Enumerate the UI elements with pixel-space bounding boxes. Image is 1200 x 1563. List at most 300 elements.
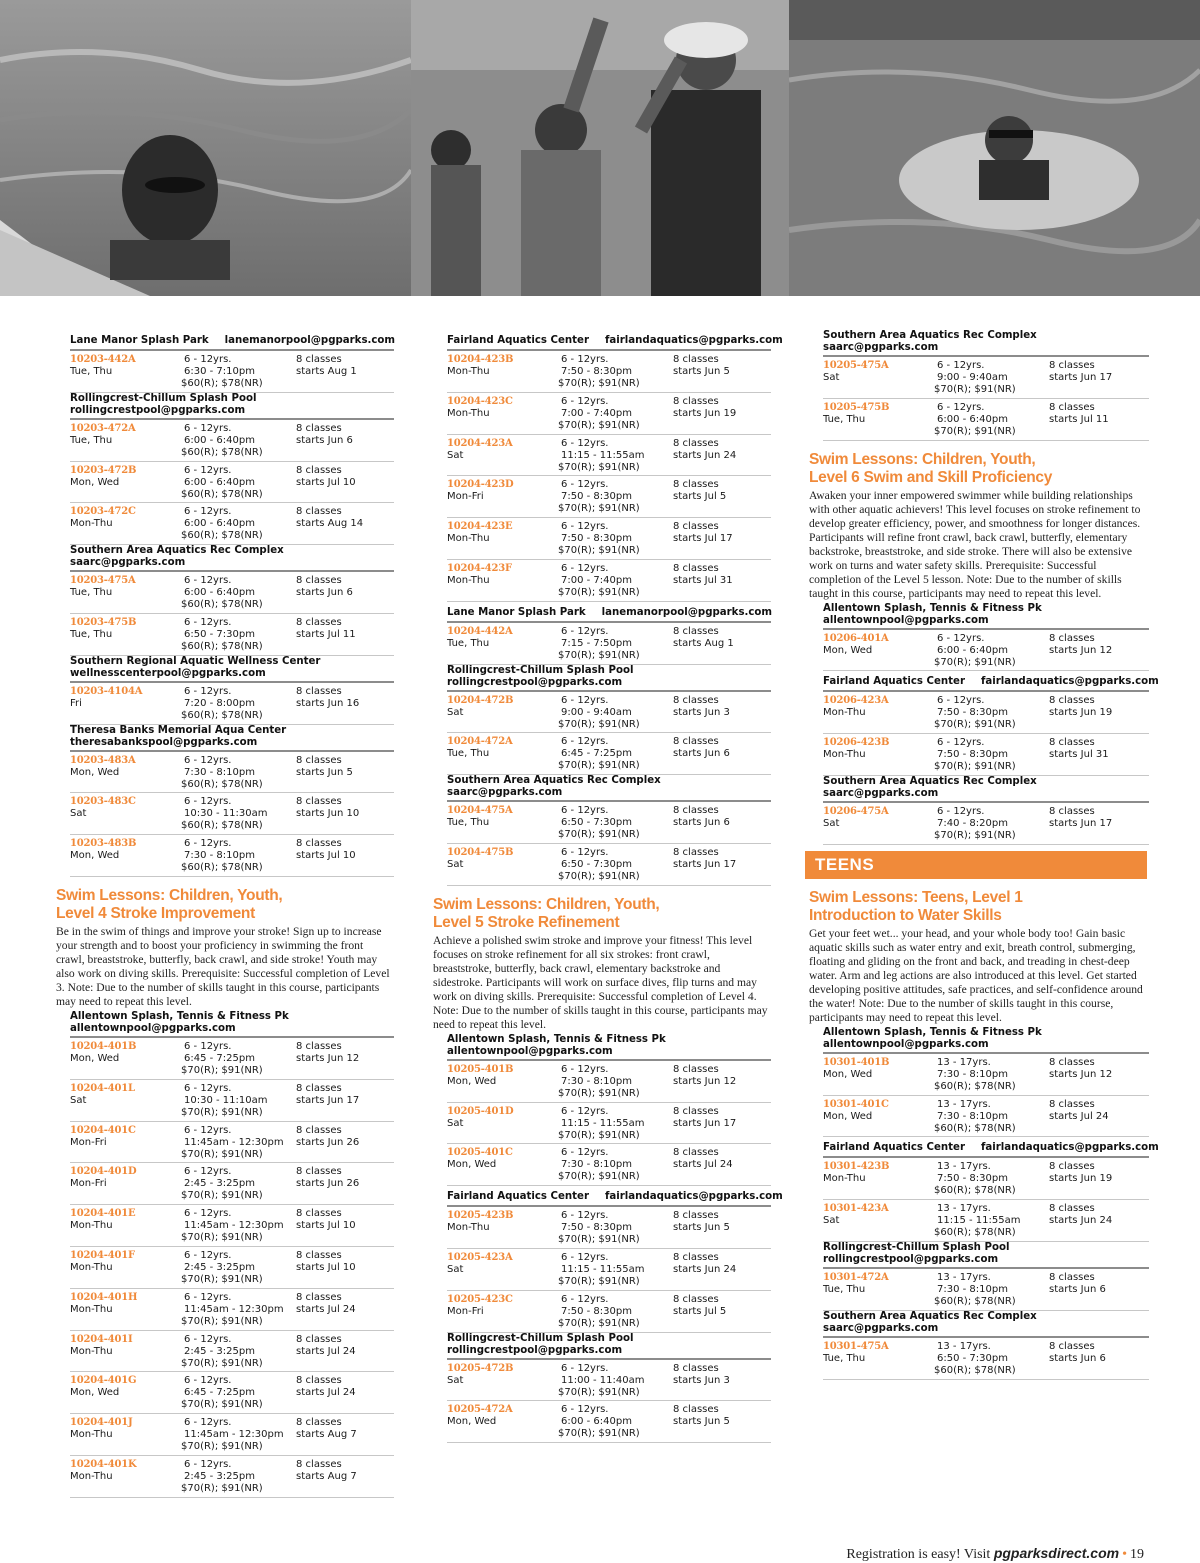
class-price: $70(R); $91(NR) — [558, 461, 640, 473]
location-header — [447, 665, 771, 692]
location-email[interactable]: saarc@pgparks.com — [447, 787, 563, 799]
age-range: 13 - 17yrs. — [937, 1056, 991, 1068]
location-header — [447, 602, 771, 623]
location-header — [823, 330, 1149, 357]
location-name: Rollingcrest-Chillum Splash Pool — [447, 664, 634, 676]
class-price: $60(R); $78(NR) — [934, 1122, 1016, 1134]
course-code[interactable]: 10206-401A — [823, 632, 889, 644]
class-count: 8 classes — [296, 506, 342, 518]
location-email[interactable]: fairlandaquatics@pgparks.com — [604, 1191, 783, 1203]
course-code[interactable]: 10204-442A — [447, 625, 513, 637]
class-listing — [823, 630, 1149, 672]
location-name: Rollingcrest-Chillum Splash Pool — [70, 392, 257, 404]
location-email[interactable]: allentownpool@pgparks.com — [70, 1022, 236, 1034]
course-code[interactable]: 10203-483C — [70, 796, 136, 808]
course-code[interactable]: 10301-472A — [823, 1271, 889, 1283]
location-name: Rollingcrest-Chillum Splash Pool — [823, 1241, 1010, 1253]
class-days: Mon, Wed — [823, 644, 873, 656]
class-listing — [70, 1456, 394, 1498]
course-code[interactable]: 10204-401H — [70, 1291, 138, 1303]
section-title-line-1: Swim Lessons: Children, Youth, — [433, 895, 660, 913]
class-time: 7:15 - 7:50pm — [561, 637, 632, 649]
course-code[interactable]: 10301-475A — [823, 1340, 889, 1352]
class-time: 6:50 - 7:30pm — [937, 1352, 1008, 1364]
course-code[interactable]: 10203-4104A — [70, 685, 143, 697]
class-time: 2:45 - 3:25pm — [184, 1178, 255, 1190]
course-code[interactable]: 10301-423B — [823, 1161, 890, 1173]
class-count: 8 classes — [673, 521, 719, 533]
class-listing — [447, 1291, 771, 1333]
start-date: starts Jun 6 — [1049, 1352, 1106, 1364]
class-listing — [70, 1247, 394, 1289]
location-header — [447, 330, 783, 351]
class-days: Mon-Thu — [447, 1222, 490, 1234]
class-days: Sat — [70, 1094, 87, 1106]
class-count: 8 classes — [1049, 1161, 1095, 1173]
course-code[interactable]: 10203-472A — [70, 422, 136, 434]
location-name: Southern Area Aquatics Rec Complex — [823, 1310, 1037, 1322]
class-price: $60(R); $78(NR) — [181, 640, 263, 652]
age-range: 6 - 12yrs. — [184, 464, 232, 476]
age-range: 6 - 12yrs. — [184, 616, 232, 628]
class-price: $70(R); $91(NR) — [558, 1386, 640, 1398]
class-days: Mon-Thu — [70, 518, 113, 530]
location-name: Rollingcrest-Chillum Splash Pool — [447, 1332, 634, 1344]
class-count: 8 classes — [673, 562, 719, 574]
class-price: $70(R); $91(NR) — [558, 649, 640, 661]
class-listing — [447, 1103, 771, 1145]
location-email[interactable]: rollingcrestpool@pgparks.com — [70, 404, 246, 416]
class-listing — [70, 1372, 394, 1414]
course-code[interactable]: 10301-401C — [823, 1098, 889, 1110]
class-price: $60(R); $78(NR) — [934, 1295, 1016, 1307]
class-days: Mon-Thu — [70, 1261, 113, 1273]
class-days: Mon-Thu — [447, 574, 490, 586]
course-code[interactable]: 10203-442A — [70, 354, 136, 365]
age-range: 6 - 12yrs. — [184, 1040, 232, 1052]
class-price: $70(R); $91(NR) — [558, 545, 640, 557]
class-listing — [70, 793, 394, 835]
location-name: Lane Manor Splash Park — [447, 606, 586, 618]
age-range: 6 - 12yrs. — [184, 1124, 232, 1136]
location-header — [823, 1137, 1159, 1158]
start-date: starts Jun 19 — [1049, 707, 1113, 719]
class-count: 8 classes — [673, 1293, 719, 1305]
class-time: 7:30 - 8:10pm — [561, 1159, 632, 1171]
class-time: 7:30 - 8:10pm — [937, 1110, 1008, 1122]
section-title-line-1: Swim Lessons: Teens, Level 1 — [809, 888, 1023, 906]
class-price: $70(R); $91(NR) — [558, 1171, 640, 1183]
class-count: 8 classes — [296, 1375, 342, 1387]
location-email[interactable]: fairlandaquatics@pgparks.com — [980, 676, 1159, 688]
start-date: starts Jun 26 — [296, 1178, 360, 1190]
class-days: Mon, Wed — [447, 1416, 497, 1428]
class-time: 6:50 - 7:30pm — [184, 628, 255, 640]
class-days: Sat — [823, 372, 840, 383]
location-email[interactable]: lanemanorpool@pgparks.com — [601, 606, 773, 618]
class-price: $70(R); $91(NR) — [181, 1315, 263, 1327]
location-email[interactable]: allentownpool@pgparks.com — [447, 1045, 613, 1057]
class-count: 8 classes — [296, 1249, 342, 1261]
start-date: starts Jul 24 — [1049, 1110, 1109, 1122]
age-range: 6 - 12yrs. — [561, 1251, 609, 1263]
class-price: $60(R); $78(NR) — [181, 530, 263, 542]
class-price: $70(R); $91(NR) — [181, 1148, 263, 1160]
class-time: 6:45 - 7:25pm — [561, 748, 632, 760]
footer-text: Registration is easy! Visit — [846, 1547, 994, 1562]
location-name: Allentown Splash, Tennis & Fitness Pk — [823, 602, 1042, 614]
start-date: starts Aug 1 — [673, 637, 734, 649]
class-price: $70(R); $91(NR) — [181, 1190, 263, 1202]
location-header — [70, 725, 394, 752]
start-date: starts Jun 5 — [296, 766, 353, 778]
course-code[interactable]: 10203-472C — [70, 506, 136, 518]
location-email[interactable]: rollingcrestpool@pgparks.com — [447, 1344, 623, 1356]
location-email[interactable]: saarc@pgparks.com — [823, 342, 939, 353]
start-date: starts Jun 6 — [296, 587, 353, 599]
class-days: Mon-Thu — [447, 407, 490, 419]
location-email[interactable]: fairlandaquatics@pgparks.com — [604, 335, 783, 346]
start-date: starts Jun 10 — [296, 808, 360, 820]
section-title-line-1: Swim Lessons: Children, Youth, — [56, 886, 283, 904]
start-date: starts Jul 17 — [673, 533, 733, 545]
class-days: Mon, Wed — [823, 1110, 873, 1122]
listing-column-3 — [809, 330, 1159, 1380]
class-listing — [447, 351, 771, 393]
age-range: 6 - 12yrs. — [561, 521, 609, 533]
age-range: 6 - 12yrs. — [937, 401, 985, 413]
class-days: Mon-Thu — [70, 1470, 113, 1482]
start-date: starts Jun 6 — [296, 434, 353, 446]
class-listing — [447, 1360, 771, 1402]
class-days: Sat — [70, 808, 87, 820]
class-time: 6:45 - 7:25pm — [184, 1052, 255, 1064]
class-price: $60(R); $78(NR) — [181, 709, 263, 721]
class-price: $60(R); $78(NR) — [934, 1364, 1016, 1376]
class-listing — [70, 1205, 394, 1247]
start-date: starts Jun 26 — [296, 1136, 360, 1148]
age-range: 6 - 12yrs. — [937, 737, 985, 749]
class-price: $70(R); $91(NR) — [934, 656, 1016, 668]
class-time: 6:50 - 7:30pm — [561, 817, 632, 829]
listing-column-1 — [56, 330, 394, 1498]
age-range: 13 - 17yrs. — [937, 1340, 991, 1352]
class-count: 8 classes — [296, 1040, 342, 1052]
class-listing — [823, 803, 1149, 845]
start-date: starts Aug 7 — [296, 1429, 357, 1441]
class-time: 7:50 - 8:30pm — [561, 491, 632, 503]
course-code[interactable]: 10204-401L — [70, 1082, 135, 1094]
course-code[interactable]: 10205-475B — [823, 401, 890, 413]
class-price: $70(R); $91(NR) — [558, 419, 640, 431]
class-time: 6:00 - 6:40pm — [561, 1416, 632, 1428]
start-date: starts Jun 6 — [673, 748, 730, 760]
age-range: 6 - 12yrs. — [561, 1362, 609, 1374]
course-code[interactable]: 10205-472A — [447, 1404, 513, 1416]
class-listing — [447, 1061, 771, 1103]
start-date: starts Jun 24 — [673, 449, 737, 461]
class-count: 8 classes — [673, 354, 719, 365]
section-title-line-1: Swim Lessons: Children, Youth, — [809, 450, 1036, 468]
class-time: 6:30 - 7:10pm — [184, 366, 255, 377]
section-title-line-2: Introduction to Water Skills — [809, 906, 1002, 924]
age-range: 6 - 12yrs. — [561, 562, 609, 574]
class-listing — [70, 752, 394, 794]
location-name: Southern Area Aquatics Rec Complex — [70, 545, 284, 557]
course-code[interactable]: 10205-401B — [447, 1063, 514, 1075]
class-days: Mon, Wed — [70, 476, 120, 488]
class-time: 7:30 - 8:10pm — [184, 850, 255, 862]
class-listing — [447, 518, 771, 560]
age-range: 6 - 12yrs. — [937, 360, 985, 371]
course-code[interactable]: 10204-401I — [70, 1333, 133, 1345]
class-listing — [447, 476, 771, 518]
class-days: Tue, Thu — [70, 587, 113, 599]
location-email[interactable]: saarc@pgparks.com — [823, 1322, 939, 1334]
location-header — [447, 1186, 783, 1207]
location-email[interactable]: allentownpool@pgparks.com — [823, 1038, 989, 1050]
class-days: Sat — [447, 706, 464, 718]
course-code[interactable]: 10204-401D — [70, 1166, 137, 1178]
course-code[interactable]: 10204-401C — [70, 1124, 136, 1136]
class-time: 2:45 - 3:25pm — [184, 1261, 255, 1273]
location-header — [823, 1311, 1149, 1338]
age-range: 6 - 12yrs. — [561, 354, 609, 365]
class-count: 8 classes — [296, 422, 342, 434]
boy-swimming-photo — [789, 0, 1200, 296]
class-listing — [823, 1269, 1149, 1311]
age-range: 6 - 12yrs. — [561, 1063, 609, 1075]
class-days: Mon, Wed — [70, 850, 120, 862]
class-listing — [70, 1122, 394, 1164]
class-time: 7:00 - 7:40pm — [561, 574, 632, 586]
course-code[interactable]: 10301-401B — [823, 1056, 890, 1068]
start-date: starts Jun 12 — [673, 1075, 737, 1087]
start-date: starts Jul 24 — [296, 1345, 356, 1357]
course-code[interactable]: 10301-423A — [823, 1203, 889, 1215]
class-time: 7:50 - 8:30pm — [937, 707, 1008, 719]
location-email[interactable]: saarc@pgparks.com — [823, 787, 939, 799]
start-date: starts Jun 12 — [1049, 644, 1113, 656]
location-name: Fairland Aquatics Center — [823, 1142, 965, 1154]
course-code[interactable]: 10205-423C — [447, 1293, 513, 1305]
class-price: $70(R); $91(NR) — [558, 503, 640, 515]
course-code[interactable]: 10205-472B — [447, 1362, 514, 1374]
course-code[interactable]: 10205-423B — [447, 1210, 514, 1222]
age-range: 6 - 12yrs. — [184, 1082, 232, 1094]
class-time: 2:45 - 3:25pm — [184, 1345, 255, 1357]
course-code[interactable]: 10204-423F — [447, 562, 512, 574]
class-time: 9:00 - 9:40am — [561, 706, 632, 718]
start-date: starts Jul 10 — [296, 850, 356, 862]
class-price: $70(R); $91(NR) — [558, 829, 640, 841]
age-range: 6 - 12yrs. — [561, 625, 609, 637]
section-title-line-2: Level 6 Swim and Skill Proficiency — [809, 468, 1053, 486]
start-date: starts Jun 5 — [673, 1416, 730, 1428]
age-range: 6 - 12yrs. — [561, 437, 609, 449]
start-date: starts Jul 5 — [673, 491, 727, 503]
class-count: 8 classes — [673, 625, 719, 637]
class-days: Tue, Thu — [70, 628, 113, 640]
class-price: $60(R); $78(NR) — [934, 1227, 1016, 1239]
start-date: starts Jun 3 — [673, 706, 730, 718]
course-code[interactable]: 10205-401D — [447, 1105, 514, 1117]
course-code[interactable]: 10206-423B — [823, 737, 890, 749]
class-days: Tue, Thu — [70, 366, 113, 377]
location-email[interactable]: theresabankspool@pgparks.com — [70, 736, 258, 748]
class-price: $60(R); $78(NR) — [181, 446, 263, 458]
section-description: Achieve a polished swim stroke and improve your fitness! This level focuses on stroke refinement for all six strokes: front crawl, breaststroke, butterfly, back crawl, elementary backstroke and sidestroke. Participants will work on surface dives, flip turns and may work on diving skills. Prerequisite: Successful completion of Level 4. Note: Due to the number of skills taught in this course, participants may need to repeat this level. — [433, 933, 768, 1031]
start-date: starts Jun 12 — [296, 1052, 360, 1064]
course-code[interactable]: 10205-423A — [447, 1251, 513, 1263]
class-price: $60(R); $78(NR) — [181, 862, 263, 874]
location-email[interactable]: fairlandaquatics@pgparks.com — [980, 1142, 1159, 1154]
start-date: starts Jun 17 — [673, 1117, 737, 1129]
start-date: starts Jul 31 — [1049, 749, 1109, 761]
location-header — [823, 1027, 1149, 1054]
class-price: $70(R); $91(NR) — [181, 1106, 263, 1118]
location-email[interactable]: wellnesscenterpool@pgparks.com — [70, 667, 266, 679]
course-code[interactable]: 10204-472B — [447, 694, 514, 706]
start-date: starts Aug 14 — [296, 518, 364, 530]
start-date: starts Jun 17 — [1049, 817, 1113, 829]
teens-section-band: TEENS — [805, 851, 1147, 879]
location-header — [823, 603, 1149, 630]
class-count: 8 classes — [1049, 1203, 1095, 1215]
class-days: Mon-Thu — [70, 1220, 113, 1232]
start-date: starts Jun 19 — [673, 407, 737, 419]
section-title-line-2: Level 4 Stroke Improvement — [56, 904, 255, 922]
location-name: Southern Area Aquatics Rec Complex — [447, 775, 661, 787]
page-footer — [846, 1545, 1144, 1563]
location-header — [70, 656, 394, 683]
class-listing — [823, 1096, 1149, 1138]
class-listing — [447, 1401, 771, 1443]
course-code[interactable]: 10204-423C — [447, 395, 513, 407]
course-code[interactable]: 10205-401C — [447, 1147, 513, 1159]
start-date: starts Jul 5 — [673, 1305, 727, 1317]
page-number: 19 — [1130, 1547, 1144, 1562]
class-days: Mon, Wed — [447, 1075, 497, 1087]
section-description: Get your feet wet... your head, and your whole body too! Gain basic aquatic skills such as water entry and exit, breath control, submerging, floating and gliding on the front and back, and treading in chest-deep water. Arm and leg actions are also introduced at this level. Get started developing positive attitudes, safe practices, and self-confidence around the water! Note: Due to the number of skills taught in this course, participants may need to repeat this level. — [809, 926, 1143, 1024]
class-listing — [823, 1200, 1149, 1242]
class-listing — [70, 351, 394, 393]
class-price: $70(R); $91(NR) — [558, 1428, 640, 1440]
course-code[interactable]: 10204-423B — [447, 354, 514, 365]
class-count: 8 classes — [673, 1147, 719, 1159]
class-days: Sat — [447, 449, 464, 461]
class-listing — [823, 1338, 1149, 1380]
class-count: 8 classes — [1049, 695, 1095, 707]
start-date: starts Jul 24 — [296, 1303, 356, 1315]
class-time: 6:00 - 6:40pm — [937, 413, 1008, 425]
class-listing — [70, 1080, 394, 1122]
class-price: $70(R); $91(NR) — [558, 870, 640, 882]
location-email[interactable]: rollingcrestpool@pgparks.com — [447, 676, 623, 688]
course-code[interactable]: 10204-475A — [447, 805, 513, 817]
class-listing — [70, 683, 394, 725]
course-code[interactable]: 10204-423E — [447, 521, 513, 533]
course-code[interactable]: 10203-475A — [70, 575, 136, 587]
class-time: 7:50 - 8:30pm — [937, 749, 1008, 761]
class-listing — [447, 844, 771, 886]
class-price: $70(R); $91(NR) — [181, 1273, 263, 1285]
course-code[interactable]: 10204-401K — [70, 1458, 137, 1470]
course-code[interactable]: 10204-475B — [447, 846, 514, 858]
course-code[interactable]: 10203-483A — [70, 754, 136, 766]
course-code[interactable]: 10203-472B — [70, 464, 137, 476]
age-range: 6 - 12yrs. — [184, 354, 232, 365]
class-count: 8 classes — [296, 1124, 342, 1136]
age-range: 6 - 12yrs. — [561, 805, 609, 817]
location-header — [823, 1242, 1149, 1269]
class-price: $70(R); $91(NR) — [558, 1317, 640, 1329]
class-listing — [447, 435, 771, 477]
start-date: starts Jun 5 — [673, 366, 730, 377]
course-code[interactable]: 10204-472A — [447, 736, 513, 748]
start-date: starts Jul 24 — [673, 1159, 733, 1171]
location-email[interactable]: allentownpool@pgparks.com — [823, 614, 989, 626]
class-count: 8 classes — [296, 838, 342, 850]
course-code[interactable]: 10204-401J — [70, 1417, 133, 1429]
course-code[interactable]: 10206-423A — [823, 695, 889, 707]
age-range: 6 - 12yrs. — [184, 1458, 232, 1470]
class-days: Mon-Thu — [823, 707, 866, 719]
course-code[interactable]: 10204-423D — [447, 479, 514, 491]
age-range: 6 - 12yrs. — [184, 1375, 232, 1387]
location-email[interactable]: saarc@pgparks.com — [70, 557, 186, 569]
class-days: Sat — [823, 817, 840, 829]
class-time: 6:00 - 6:40pm — [184, 587, 255, 599]
class-days: Mon-Thu — [823, 749, 866, 761]
class-price: $60(R); $78(NR) — [181, 599, 263, 611]
website-link[interactable]: pgparksdirect.com — [993, 1545, 1120, 1561]
class-days: Mon-Fri — [70, 1178, 107, 1190]
location-email[interactable]: rollingcrestpool@pgparks.com — [823, 1253, 999, 1265]
class-listing — [823, 734, 1149, 776]
location-header — [823, 671, 1159, 692]
class-price: $70(R); $91(NR) — [558, 718, 640, 730]
class-listing — [70, 1289, 394, 1331]
class-time: 10:30 - 11:10am — [184, 1094, 268, 1106]
course-code[interactable]: 10204-401G — [70, 1375, 137, 1387]
class-days: Tue, Thu — [823, 1283, 866, 1295]
course-code[interactable]: 10204-401E — [70, 1208, 136, 1220]
course-code[interactable]: 10203-475B — [70, 616, 137, 628]
course-code[interactable]: 10206-475A — [823, 805, 889, 817]
location-name: Southern Area Aquatics Rec Complex — [823, 775, 1037, 787]
course-code[interactable]: 10204-423A — [447, 437, 513, 449]
class-price: $60(R); $78(NR) — [181, 488, 263, 500]
age-range: 13 - 17yrs. — [937, 1271, 991, 1283]
course-code[interactable]: 10204-401B — [70, 1040, 137, 1052]
course-code[interactable]: 10205-475A — [823, 360, 889, 371]
location-name: Theresa Banks Memorial Aqua Center — [70, 724, 287, 736]
class-count: 8 classes — [296, 354, 342, 365]
class-count: 8 classes — [296, 464, 342, 476]
class-days: Sat — [447, 858, 464, 870]
class-price: $70(R); $91(NR) — [558, 1087, 640, 1099]
location-email[interactable]: lanemanorpool@pgparks.com — [224, 335, 396, 346]
start-date: starts Aug 1 — [296, 366, 357, 377]
course-code[interactable]: 10204-401F — [70, 1249, 135, 1261]
start-date: starts Jun 17 — [673, 858, 737, 870]
class-time: 11:15 - 11:55am — [937, 1215, 1021, 1227]
class-price: $60(R); $78(NR) — [181, 778, 263, 790]
age-range: 13 - 17yrs. — [937, 1161, 991, 1173]
start-date: starts Jul 31 — [673, 574, 733, 586]
course-code[interactable]: 10203-483B — [70, 838, 137, 850]
